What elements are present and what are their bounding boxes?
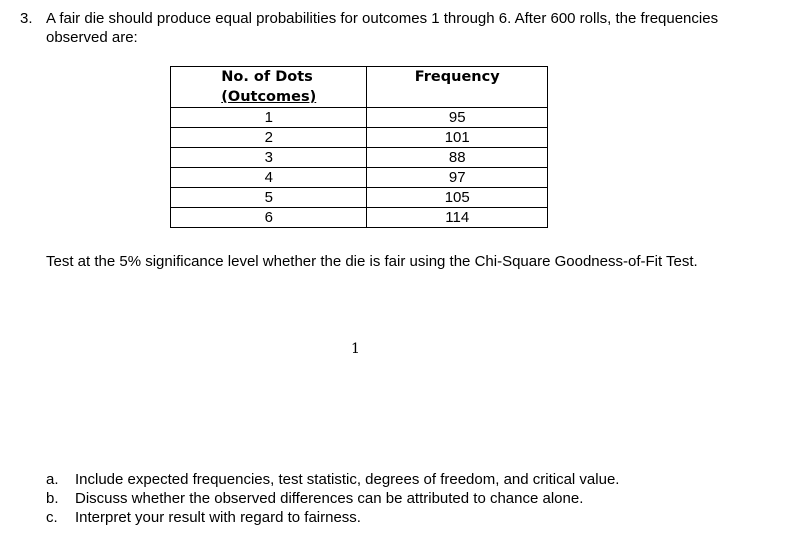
table-row — [171, 208, 548, 228]
table-header-row — [171, 67, 548, 108]
outcome-cell: 4 — [171, 168, 367, 188]
table-row — [171, 148, 548, 168]
sub-question-text: Discuss whether the observed differences can be attributed to chance alone. — [75, 490, 584, 507]
header-outcomes-line2: (Outcomes) — [221, 89, 317, 105]
table-row — [171, 168, 548, 188]
frequency-cell: 97 — [367, 168, 548, 188]
frequency-cell: 101 — [367, 128, 548, 148]
instruction-text: Test at the 5% significance level whether the die is fair using the Chi-Square Goodness-of-Fit Test. — [46, 253, 698, 270]
header-outcomes-line1: No. of Dots — [221, 69, 313, 85]
sub-question-letter: c. — [46, 509, 58, 526]
sub-question-letter: b. — [46, 490, 59, 507]
header-frequency: Frequency — [367, 67, 548, 108]
outcome-cell: 6 — [171, 208, 367, 228]
question-text: A fair die should produce equal probabilities for outcomes 1 through 6. After 600 rolls, the frequencies observed are: — [46, 10, 719, 46]
page-number: 1 — [351, 341, 360, 357]
frequency-cell: 95 — [367, 108, 548, 128]
table-row — [171, 188, 548, 208]
frequency-cell: 88 — [367, 148, 548, 168]
header-outcomes — [171, 67, 367, 108]
frequency-cell: 114 — [367, 208, 548, 228]
sub-question-letter: a. — [46, 471, 59, 488]
question-number: 3. — [20, 10, 33, 27]
outcome-cell: 5 — [171, 188, 367, 208]
sub-question-text: Interpret your result with regard to fairness. — [75, 509, 361, 526]
outcome-cell: 2 — [171, 128, 367, 148]
frequency-table — [170, 66, 548, 228]
outcome-cell: 1 — [171, 108, 367, 128]
sub-question-text: Include expected frequencies, test statistic, degrees of freedom, and critical value. — [75, 471, 620, 488]
outcome-cell: 3 — [171, 148, 367, 168]
table-row — [171, 108, 548, 128]
table-row — [171, 128, 548, 148]
frequency-cell: 105 — [367, 188, 548, 208]
